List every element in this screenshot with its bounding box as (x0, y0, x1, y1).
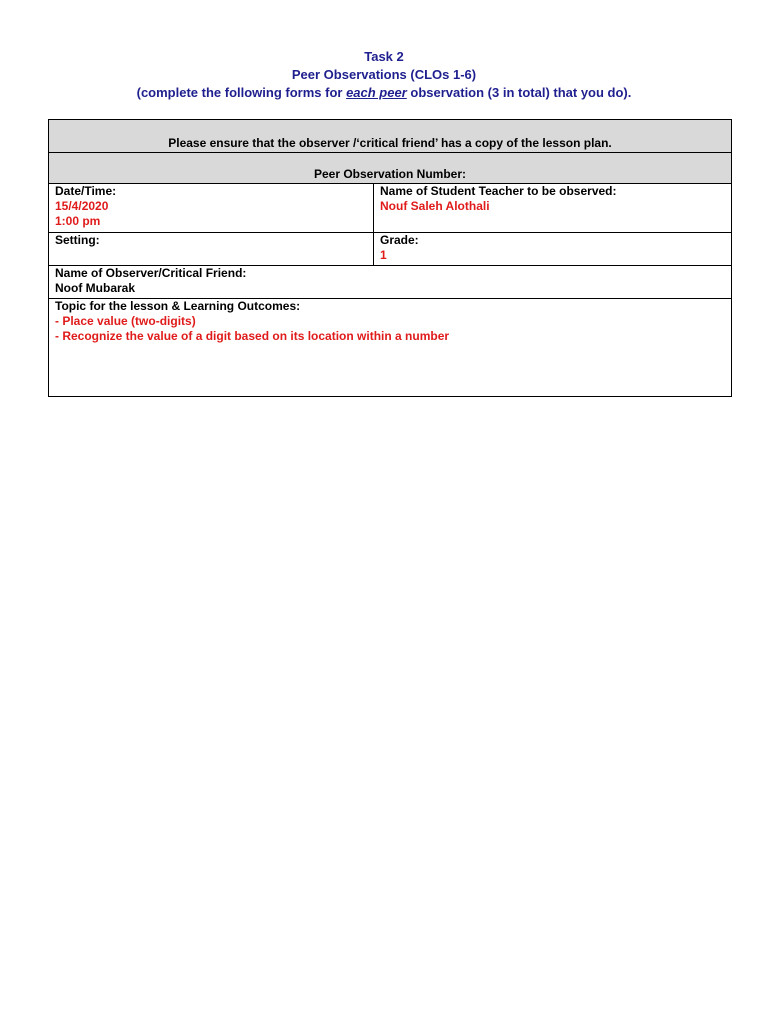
observation-number-row (49, 153, 731, 184)
student-teacher-cell (374, 184, 731, 232)
lesson-plan-notice-row (49, 120, 731, 153)
date-value: 15/4/2020 (55, 199, 109, 213)
task-subtitle: Peer Observations (CLOs 1-6) (291, 67, 477, 82)
observer-cell (49, 266, 731, 298)
topic-label: Topic for the lesson & Learning Outcomes: (55, 299, 301, 313)
topic-row (49, 299, 731, 396)
time-value: 1:00 pm (55, 214, 101, 228)
peer-observation-form (48, 119, 732, 397)
student-teacher-label: Name of Student Teacher to be observed: (380, 184, 617, 198)
setting-cell (49, 233, 374, 265)
student-teacher-value: Nouf Saleh Alothali (380, 199, 490, 213)
instructions-emphasis: each peer (346, 85, 407, 100)
setting-grade-row (49, 233, 731, 266)
setting-label: Setting: (55, 233, 100, 247)
topic-cell (49, 299, 731, 396)
observer-value: Noof Mubarak (55, 281, 136, 295)
observer-label: Name of Observer/Critical Friend: (55, 266, 247, 280)
grade-label: Grade: (380, 233, 419, 247)
date-teacher-row (49, 184, 731, 233)
task-title: Task 2 (364, 49, 404, 64)
outcome-item: - Recognize the value of a digit based on its location within a number (55, 329, 450, 343)
date-time-cell (49, 184, 374, 232)
lesson-plan-notice: Please ensure that the observer /‘critical friend’ has a copy of the lesson plan. (168, 136, 612, 150)
outcome-item: - Place value (two-digits) (55, 314, 196, 328)
observer-row (49, 266, 731, 299)
grade-cell (374, 233, 731, 265)
task-instructions (0, 84, 768, 102)
observation-number-label: Peer Observation Number: (313, 167, 467, 181)
document-header (0, 48, 768, 102)
instructions-prefix: (complete the following forms for (136, 85, 347, 100)
grade-value: 1 (380, 248, 387, 262)
date-time-label: Date/Time: (55, 184, 117, 198)
instructions-suffix: observation (3 in total) that you do). (406, 85, 632, 100)
